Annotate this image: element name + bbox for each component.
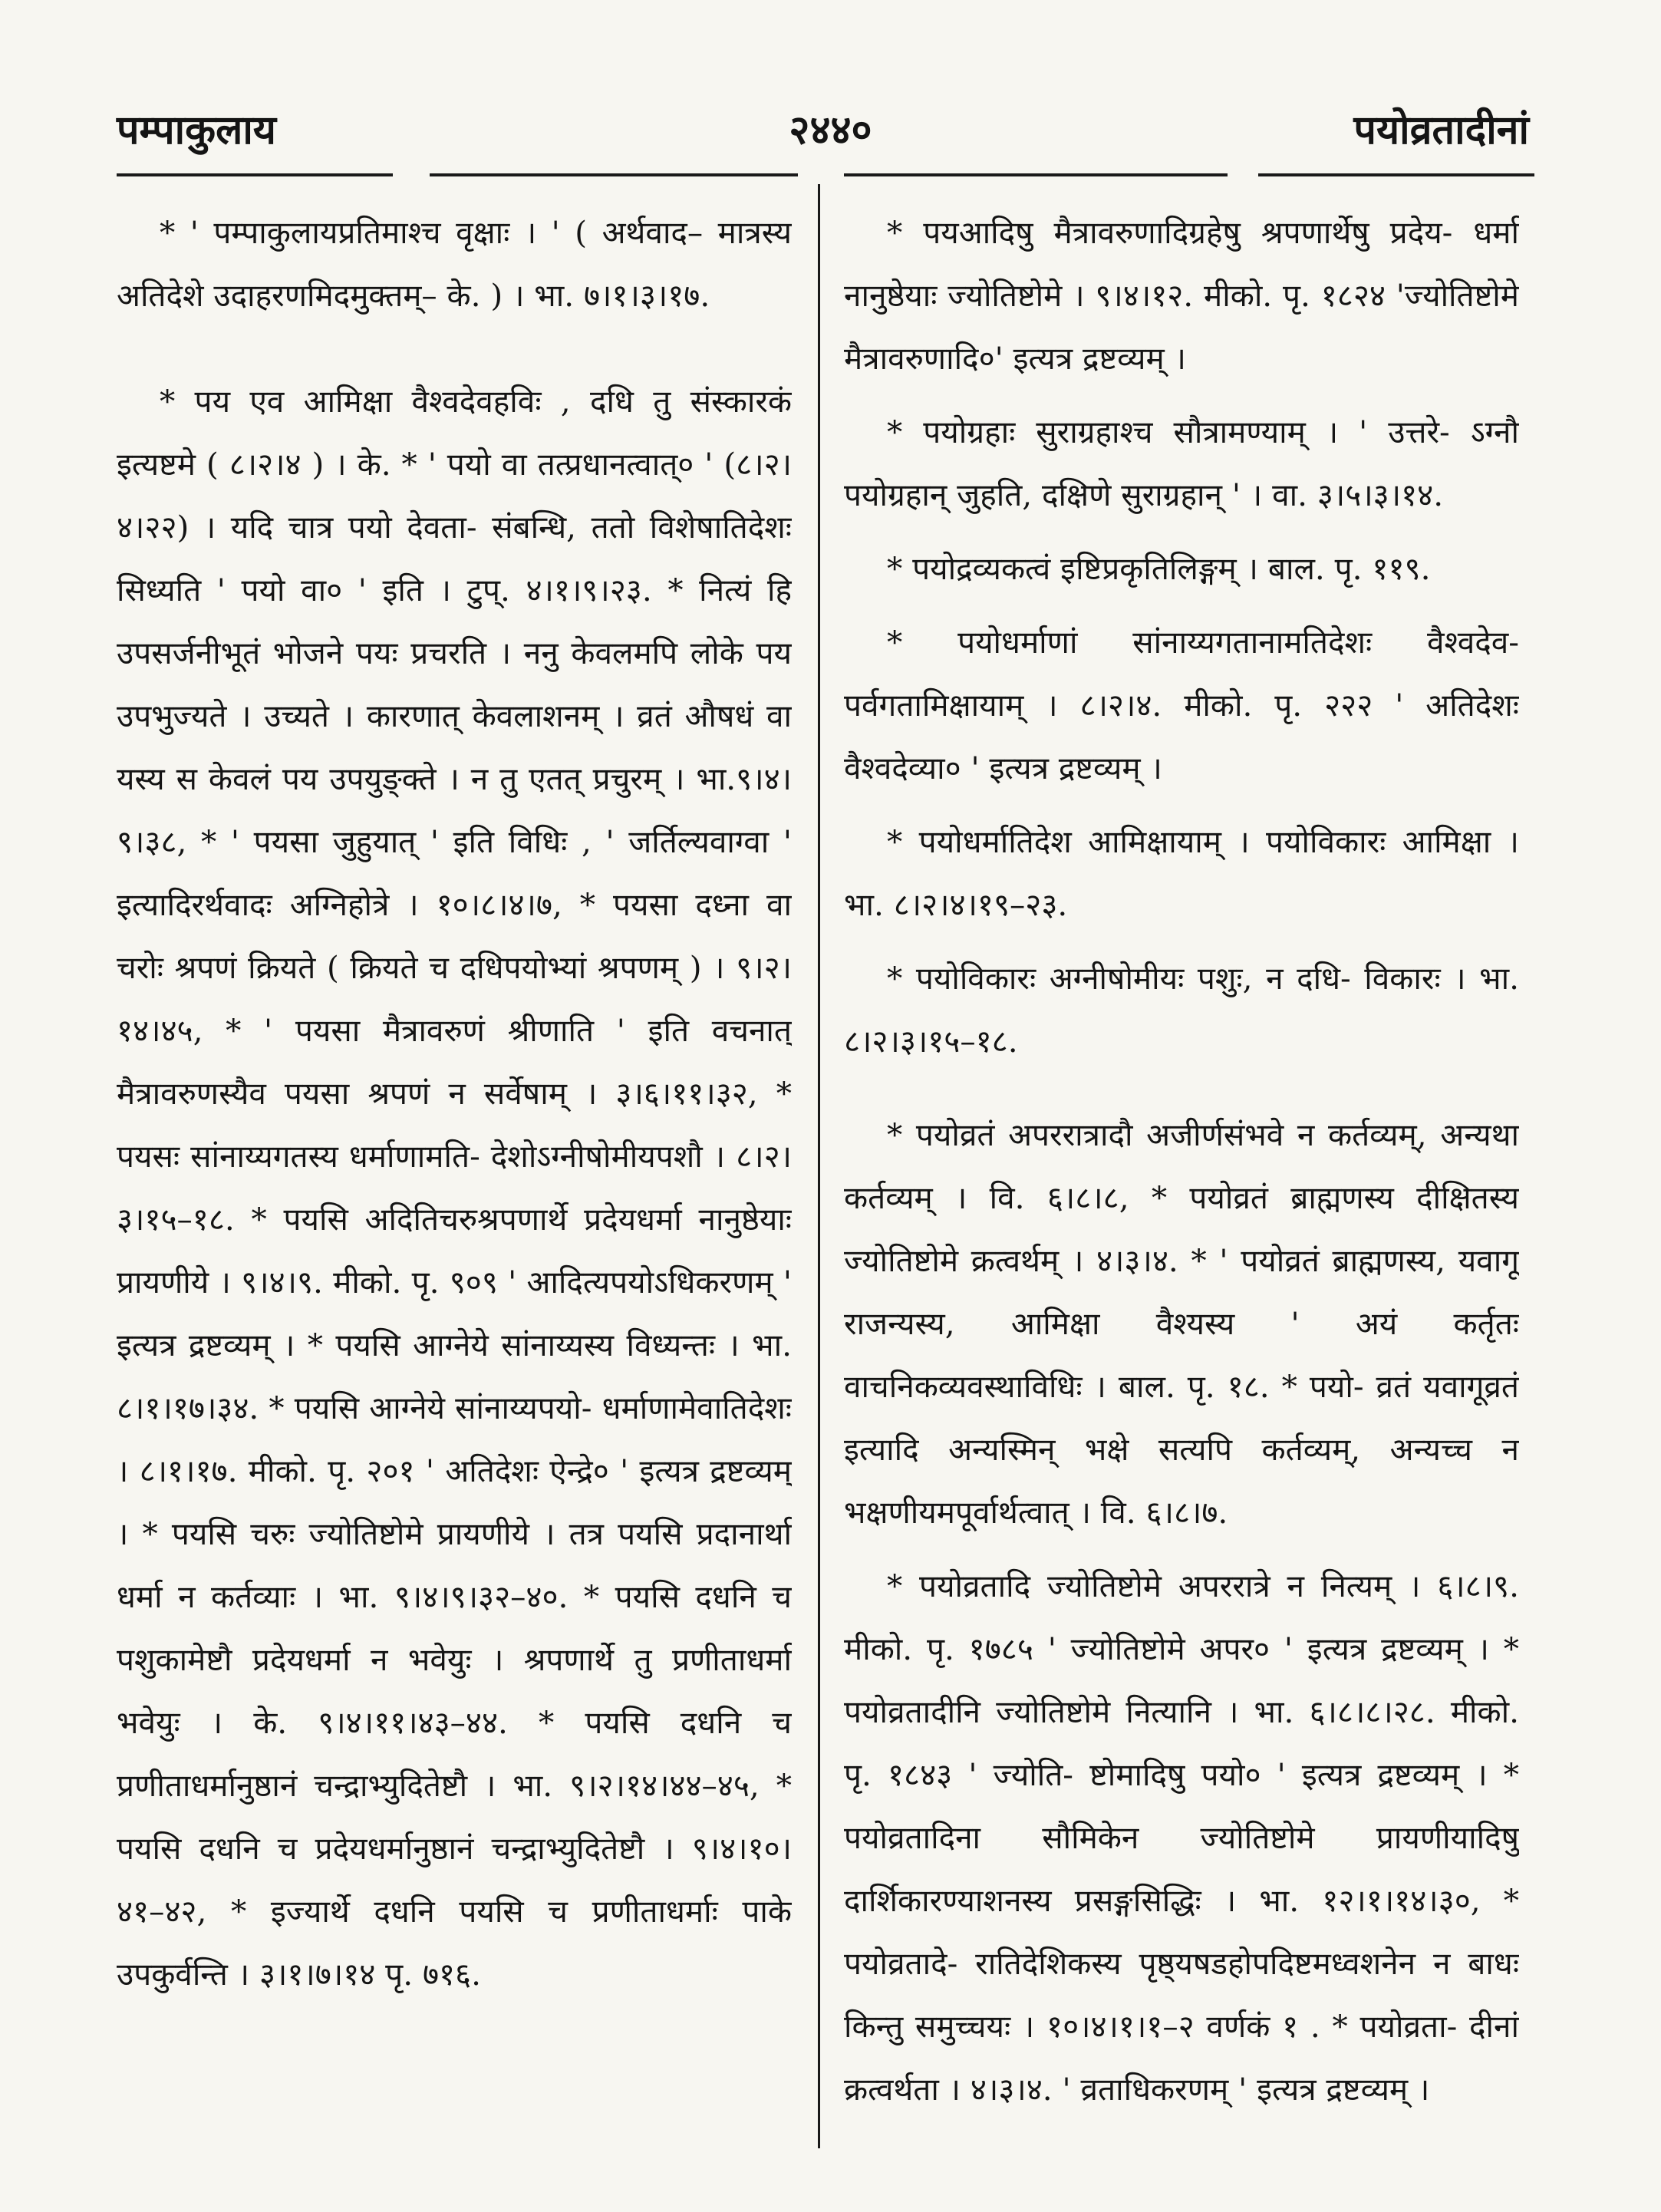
column-divider xyxy=(818,184,820,2148)
entry-paragraph: * पयोधर्माणां सांनाय्यगतानामतिदेशः वैश्वदेव- पर्वगतामिक्षायाम् । ८।२।४. मीको. पृ. २२२ ' अतिदेशः वैश्वदेव्या० ' इत्यत्र द्रष्टव्यम् । xyxy=(844,624,1519,786)
right-column xyxy=(844,201,1519,2181)
page-number: २४४० xyxy=(789,107,872,153)
header-rule-left-2 xyxy=(430,173,798,176)
header-rule-left-1 xyxy=(117,173,393,176)
entry-paragraph: * पयआदिषु मैत्रावरुणादिग्रहेषु श्रपणार्थेषु प्रदेय- धर्मा नानुष्ठेयाः ज्योतिष्टोमे । ९।४।१२. मीको. पृ. १८२४ 'ज्योतिष्टोमे मैत्रावरुणादि०' इत्यत्र द्रष्टव्यम् । xyxy=(844,214,1519,377)
header-right-keyword: पयोव्रतादीनां xyxy=(1353,107,1529,153)
header-left-keyword: पम्पाकुलाय xyxy=(117,107,276,153)
entry-paragraph: * ' पम्पाकुलायप्रतिमाश्च वृक्षाः । ' ( अर्थवाद– मात्रस्य अतिदेशे उदाहरणमिदमुक्तम्– के. ) । भा. ७।१।३।१७. xyxy=(117,214,792,314)
header-rule-right-1 xyxy=(844,173,1228,176)
entry-paragraph: * पयोग्रहाः सुराग्रहाश्च सौत्रामण्याम् । ' उत्तरे- ऽग्नौ पयोग्रहान् जुहति, दक्षिणे सुराग्रहान् ' । वा. ३।५।३।१४. xyxy=(844,414,1519,513)
entry-paragraph: * पयोधर्मातिदेश आमिक्षायाम् । पयोविकारः आमिक्षा । भा. ८।२।४।१९–२३. xyxy=(844,823,1519,923)
entry-paragraph: * पयोद्रव्यकत्वं इष्टिप्रकृतिलिङ्गम् । बाल. पृ. ११९. xyxy=(887,550,1431,587)
entry-paragraph: * पय एव आमिक्षा वैश्वदेवहविः , दधि तु संस्कारकं इत्यष्टमे ( ८।२।४ ) । के. * ' पयो वा तत्प्रधानत्वात्० ' (८।२।४।२२) । यदि चात्र पयो देवता- संबन्धि, ततो विशेषातिदेशः सिध्यति ' पयो वा० ' इति । टुप्. ४।१।९।२३. * नित्यं हि उपसर्जनीभूतं भोजने पयः प्रचरति । ननु केवलमपि लोके पय उपभुज्यते । उच्यते । कारणात् केवलाशनम् । व्रतं औषधं वा यस्य स केवलं पय उपयुङ्क्ते । न तु एतत् प्रचुरम् । भा.९।४।९।३८, * ' पयसा जुहुयात् ' इति विधिः , ' जर्तिल्यवाग्वा ' इत्यादिरर्थवादः अग्निहोत्रे । १०।८।४।७, * पयसा दध्ना वा चरोः श्रपणं क्रियते ( क्रियते च दधिपयोभ्यां श्रपणम् ) । ९।२।१४।४५, * ' पयसा मैत्रावरुणं श्रीणाति ' इति वचनात् मैत्रावरुणस्यैव पयसा श्रपणं न सर्वेषाम् । ३।६।११।३२, * पयसः सांनाय्यगतस्य धर्माणामति- देशोऽग्नीषोमीयपशौ । ८।२।३।१५–१८. * पयसि अदितिचरुश्रपणार्थे प्रदेयधर्मा नानुष्ठेयाः प्रायणीये । ९।४।९. मीको. पृ. ९०९ ' आदित्यपयोऽधिकरणम् ' इत्यत्र द्रष्टव्यम् । * पयसि आग्नेये सांनाय्यस्य विध्यन्तः । भा. ८।१।१७।३४. * पयसि आग्नेये सांनाय्यपयो- धर्माणामेवातिदेशः । ८।१।१७. मीको. पृ. २०१ ' अतिदेशः ऐन्द्रे० ' इत्यत्र द्रष्टव्यम् । * पयसि चरुः ज्योतिष्टोमे प्रायणीये । तत्र पयसि प्रदानार्था धर्मा न कर्तव्याः । भा. ९।४।९।३२–४०. * पयसि दधनि च पशुकामेष्टौ प्रदेयधर्मा न भवेयुः । श्रपणार्थे तु प्रणीताधर्मा भवेयुः । के. ९।४।११।४३–४४. * पयसि दधनि च प्रणीताधर्मानुष्ठानं चन्द्राभ्युदितेष्टौ । भा. ९।२।१४।४४–४५, * पयसि दधनि च प्रदेयधर्मानुष्ठानं चन्द्राभ्युदितेष्टौ । ९।४।१०।४१–४२, * इज्यार्थे दधनि पयसि च प्रणीताधर्माः पाके उपकुर्वन्ति । ३।१।७।१४ पृ. ७१६. xyxy=(117,383,792,1993)
entry-paragraph: * पयोविकारः अग्नीषोमीयः पशुः, न दधि- विकारः । भा. ८।२।३।१५–१८. xyxy=(844,960,1519,1060)
header-rule-right-2 xyxy=(1258,173,1534,176)
entry-paragraph: * पयोव्रतं अपररात्रादौ अजीर्णसंभवे न कर्तव्यम्, अन्यथा कर्तव्यम् । वि. ६।८।८, * पयोव्रतं ब्राह्मणस्य दीक्षितस्य ज्योतिष्टोमे क्रत्वर्थम् । ४।३।४. * ' पयोव्रतं ब्राह्मणस्य, यवागू राजन्यस्य, आमिक्षा वैश्यस्य ' अयं कर्तृतः वाचनिकव्यवस्थाविधिः । बाल. पृ. १८. * पयो- व्रतं यवागूव्रतं इत्यादि अन्यस्मिन् भक्षे सत्यपि कर्तव्यम्, अन्यच्च न भक्षणीयमपूर्वार्थत्वात् । वि. ६।८।७. xyxy=(844,1116,1519,1531)
entry-paragraph: * पयोव्रतादि ज्योतिष्टोमे अपररात्रे न नित्यम् । ६।८।९. मीको. पृ. १७८५ ' ज्योतिष्टोमे अपर० ' इत्यत्र द्रष्टव्यम् । * पयोव्रतादीनि ज्योतिष्टोमे नित्यानि । भा. ६।८।८।२८. मीको. पृ. १८४३ ' ज्योति- ष्टोमादिषु पयो० ' इत्यत्र द्रष्टव्यम् । * पयोव्रतादिना सौमिकेन ज्योतिष्टोमे प्रायणीयादिषु दार्शिकारण्याशनस्य प्रसङ्गसिद्धिः । भा. १२।१।१४।३०, * पयोव्रतादे- रातिदेशिकस्य पृष्ठ्यषडहोपदिष्टमध्वशनेन न बाधः किन्तु समुच्चयः । १०।४।१।१–२ वर्णकं १ . * पयोव्रता- दीनां क्रत्वर्थता । ४।३।४. ' व्रताधिकरणम् ' इत्यत्र द्रष्टव्यम् । xyxy=(844,1568,1519,2108)
left-column xyxy=(117,201,792,2181)
